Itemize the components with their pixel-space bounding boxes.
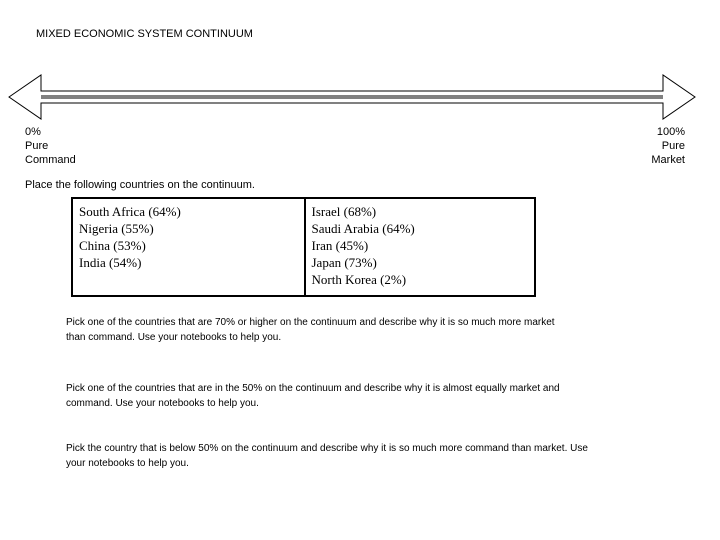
continuum-left-label <box>25 125 76 167</box>
country-item: Japan (73%) <box>311 255 377 270</box>
left-percent: 0% <box>25 126 41 138</box>
right-line1: Pure <box>661 140 685 152</box>
question-line: command. Use your notebooks to help you. <box>66 398 259 409</box>
question-line: than command. Use your notebooks to help you. <box>66 332 282 343</box>
country-column-left <box>73 199 304 295</box>
country-item: South Africa (64%) <box>79 204 181 219</box>
question-line: Pick one of the countries that are 70% or higher on the continuum and describe why it is so much more market <box>66 317 555 328</box>
question-3 <box>66 441 656 471</box>
country-item: Nigeria (55%) <box>79 221 154 236</box>
continuum-arrow <box>8 74 696 120</box>
question-line: Pick one of the countries that are in the 50% on the continuum and describe why it is almost equally market and <box>66 383 560 394</box>
right-percent: 100% <box>656 126 685 138</box>
question-1 <box>66 315 656 345</box>
continuum-right-label <box>651 125 685 167</box>
country-column-right <box>304 199 535 295</box>
question-line: Pick the country that is below 50% on the continuum and describe why it is so much more command than market. Use <box>66 443 588 454</box>
country-item: India (54%) <box>79 255 142 270</box>
instruction-text: Place the following countries on the continuum. <box>25 179 255 191</box>
question-line: your notebooks to help you. <box>66 458 189 469</box>
left-line1: Pure <box>25 140 49 152</box>
question-2 <box>66 381 656 411</box>
left-line2: Command <box>25 154 76 166</box>
country-table <box>71 197 536 297</box>
country-item: China (53%) <box>79 238 146 253</box>
country-item: Saudi Arabia (64%) <box>311 221 415 236</box>
country-item: North Korea (2%) <box>311 272 407 287</box>
country-item: Iran (45%) <box>311 238 369 253</box>
country-item: Israel (68%) <box>311 204 377 219</box>
right-line2: Market <box>651 154 685 166</box>
page-title: MIXED ECONOMIC SYSTEM CONTINUUM <box>36 28 253 40</box>
